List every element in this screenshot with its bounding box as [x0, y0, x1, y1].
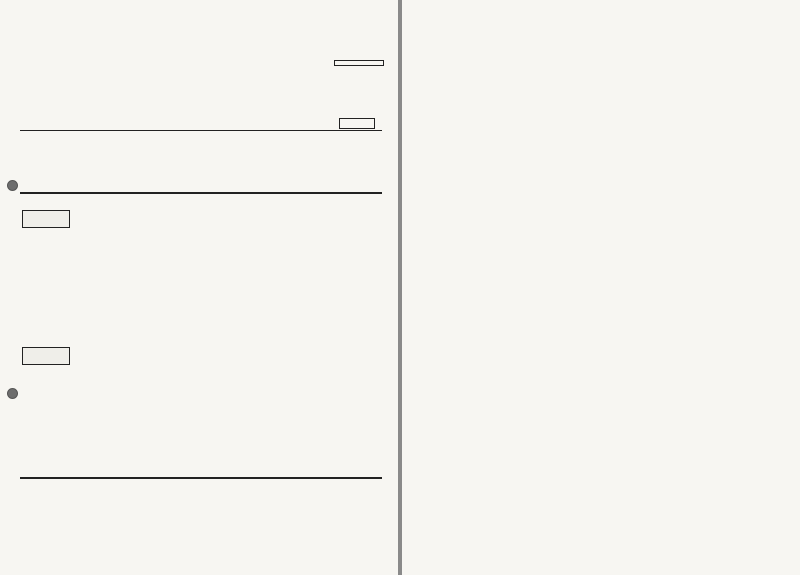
left-page: [0, 0, 398, 575]
divider: [20, 477, 382, 479]
right-page: [402, 0, 800, 575]
magazine-category-label: [339, 118, 375, 129]
section-heading-announcements: [22, 347, 70, 365]
divider: [20, 192, 382, 194]
toc-entry[interactable]: [22, 232, 378, 244]
toc-entry[interactable]: [22, 261, 378, 273]
toc-entry[interactable]: [22, 319, 378, 331]
section-heading-regulations: [22, 210, 70, 228]
toc-entry[interactable]: [22, 305, 378, 317]
toc-entry[interactable]: [22, 276, 378, 288]
divider: [20, 130, 382, 131]
toc-entry[interactable]: [22, 247, 378, 259]
postage-registration-box: [334, 60, 384, 66]
binding-hole: [7, 180, 18, 191]
toc-entry[interactable]: [22, 290, 378, 302]
binding-hole: [7, 388, 18, 399]
